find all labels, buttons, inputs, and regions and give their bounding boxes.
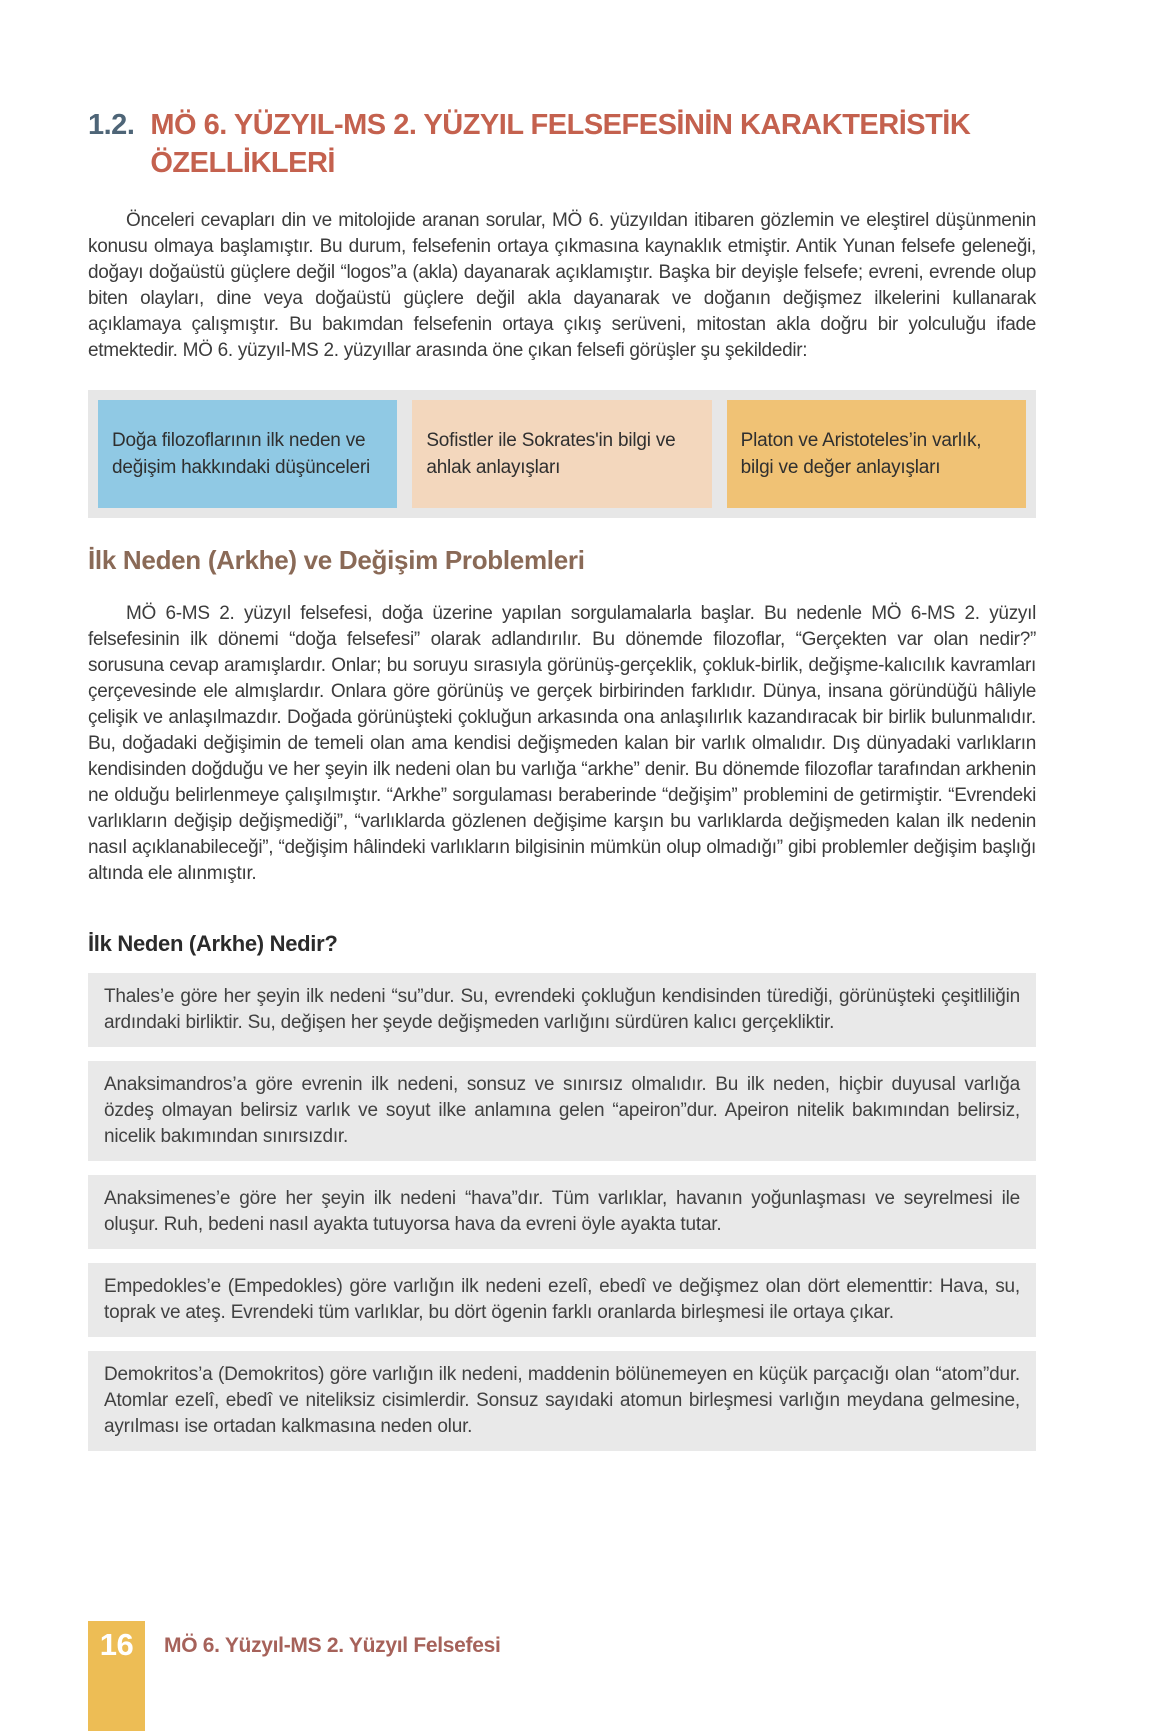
question-heading: İlk Neden (Arkhe) Nedir? (88, 931, 338, 956)
page-footer (88, 1621, 501, 1731)
section-heading (88, 106, 1036, 182)
page-content (88, 106, 1036, 1451)
page-number: 16 (99, 1627, 134, 1662)
textbook-page (0, 106, 1152, 1731)
subsection-title: İlk Neden (Arkhe) ve Değişim Problemleri (88, 545, 585, 575)
highlight-box-plato-aristotle (727, 400, 1026, 508)
infobox-anaksimandros: Anaksimandros’a göre evrenin ilk nedeni, sonsuz ve sınırsız olmalıdır. Bu ilk neden, hiçbir duyusal varlığa özdeş olmayan belirsiz varlık ve soyut ilke anlamına gelen “apeiron”dur. Apeiron nitelik bakımından belirsiz, nicelik bakımından sınırsızdır. (88, 1061, 1036, 1161)
page-title: MÖ 6. YÜZYIL-MS 2. YÜZYIL FELSEFESİNİN KARAKTERİSTİK ÖZELLİKLERİ (150, 109, 971, 179)
section-number: 1.2. (88, 109, 135, 141)
highlight-box-label: Platon ve Aristoteles’in varlık, bilgi ve değer anlayışları (740, 430, 982, 478)
highlight-box-label: Sofistler ile Sokrates'in bilgi ve ahlak anlayışları (426, 430, 676, 478)
footer-chapter-title: MÖ 6. Yüzyıl-MS 2. Yüzyıl Felsefesi (164, 1634, 501, 1657)
subsection-paragraph: MÖ 6-MS 2. yüzyıl felsefesi, doğa üzerine yapılan sorgulamalarla başlar. Bu nedenle MÖ 6-MS 2. yüzyıl felsefesinin ilk dönemi “doğa felsefesi” olarak adlandırılır. Bu dönemde filozoflar, “Gerçekten var olan nedir?” sorusuna cevap aramışlardır. Onlar; bu soruyu sırasıyla görünüş-gerçeklik, çokluk-birlik, değişme-kalıcılık kavramları çerçevesinde ele almışlardır. Onlara göre görünüş ve gerçek birbirinden farklıdır. Dünya, insana göründüğü hâliyle çelişik ve anlaşılmazdır. Doğada görünüşteki çokluğun arkasında ona anlaşılırlık kazandıracak bir birlik bulunmalıdır. Bu, doğadaki değişimin de temeli olan ama kendisi değişmeden kalan bir varlık olmalıdır. Dış dünyadaki varlıkların kendisinden doğduğu ve her şeyin ilk nedeni olan bu varlığa “arkhe” denir. Bu dönemde filozoflar tarafından arkhenin ne olduğu belirlenmeye çalışılmıştır. “Arkhe” sorgulaması beraberinde “değişim” problemini de getirmiştir. “Evrendeki varlıkların değişip değişmediği”, “varlıklarda gözlenen değişime karşın bu varlıklarda değişmeden kalan ilk nedenin nasıl açıklanabileceği”, “değişim hâlindeki varlıkların bilgisinin mümkün olup olmadığı” gibi problemler değişim başlığı altında ele alınmıştır. (88, 603, 1036, 884)
infobox-empedokles: Empedokles’e (Empedokles) göre varlığın ilk nedeni ezelî, ebedî ve değişmez olan dört elementtir: Hava, su, toprak ve ateş. Evrendeki tüm varlıklar, bu dört ögenin farklı oranlarda birleşmesi ile ortaya çıkar. (88, 1263, 1036, 1337)
infobox-thales: Thales’e göre her şeyin ilk nedeni “su”dur. Su, evrendeki çokluğun kendisinden türediği, görünüşteki çeşitliliğin ardındaki birliktir. Su, değişen her şeyde değişmeden varlığını sürdüren kalıcı gerçekliktir. (88, 973, 1036, 1047)
highlight-box-label: Doğa filozoflarının ilk neden ve değişim hakkındaki düşünceleri (112, 430, 371, 478)
intro-paragraph: Önceleri cevapları din ve mitolojide aranan sorular, MÖ 6. yüzyıldan itibaren gözlemin ve eleştirel düşünmenin konusu olmaya başlamıştır. Bu durum, felsefenin ortaya çıkmasına kaynaklık etmiştir. Antik Yunan felsefe geleneği, doğayı doğaüstü güçlere değil “logos”a (akla) dayanarak açıklamıştır. Başka bir deyişle felsefe; evreni, evrende olup biten olayları, dine veya doğaüstü güçlere değil akla dayanarak ve doğanın değişmez ilkelerini kullanarak açıklamaya çalışmıştır. Bu bakımdan felsefenin ortaya çıkış serüveni, mitostan akla doğru bir yolculuğu ifade etmektedir. MÖ 6. yüzyıl-MS 2. yüzyıllar arasında öne çıkan felsefi görüşler şu şekildedir: (88, 210, 1036, 361)
highlight-band (88, 390, 1036, 518)
highlight-box-sophists-socrates (412, 400, 711, 508)
infobox-anaksimenes: Anaksimenes’e göre her şeyin ilk nedeni “hava”dır. Tüm varlıklar, havanın yoğunlaşması ve seyrelmesi ile oluşur. Ruh, bedeni nasıl ayakta tutuyorsa hava da evreni öyle ayakta tutar. (88, 1175, 1036, 1249)
highlight-box-nature-philosophers (98, 400, 397, 508)
page-number-box (88, 1621, 145, 1731)
infobox-demokritos: Demokritos’a (Demokritos) göre varlığın ilk nedeni, maddenin bölünemeyen en küçük parçacığı olan “atom”dur. Atomlar ezelî, ebedî ve niteliksiz cisimlerdir. Sonsuz sayıdaki atomun birleşmesi varlığın meydana gelmesine, ayrılması ise ortadan kalkmasına neden olur. (88, 1351, 1036, 1451)
